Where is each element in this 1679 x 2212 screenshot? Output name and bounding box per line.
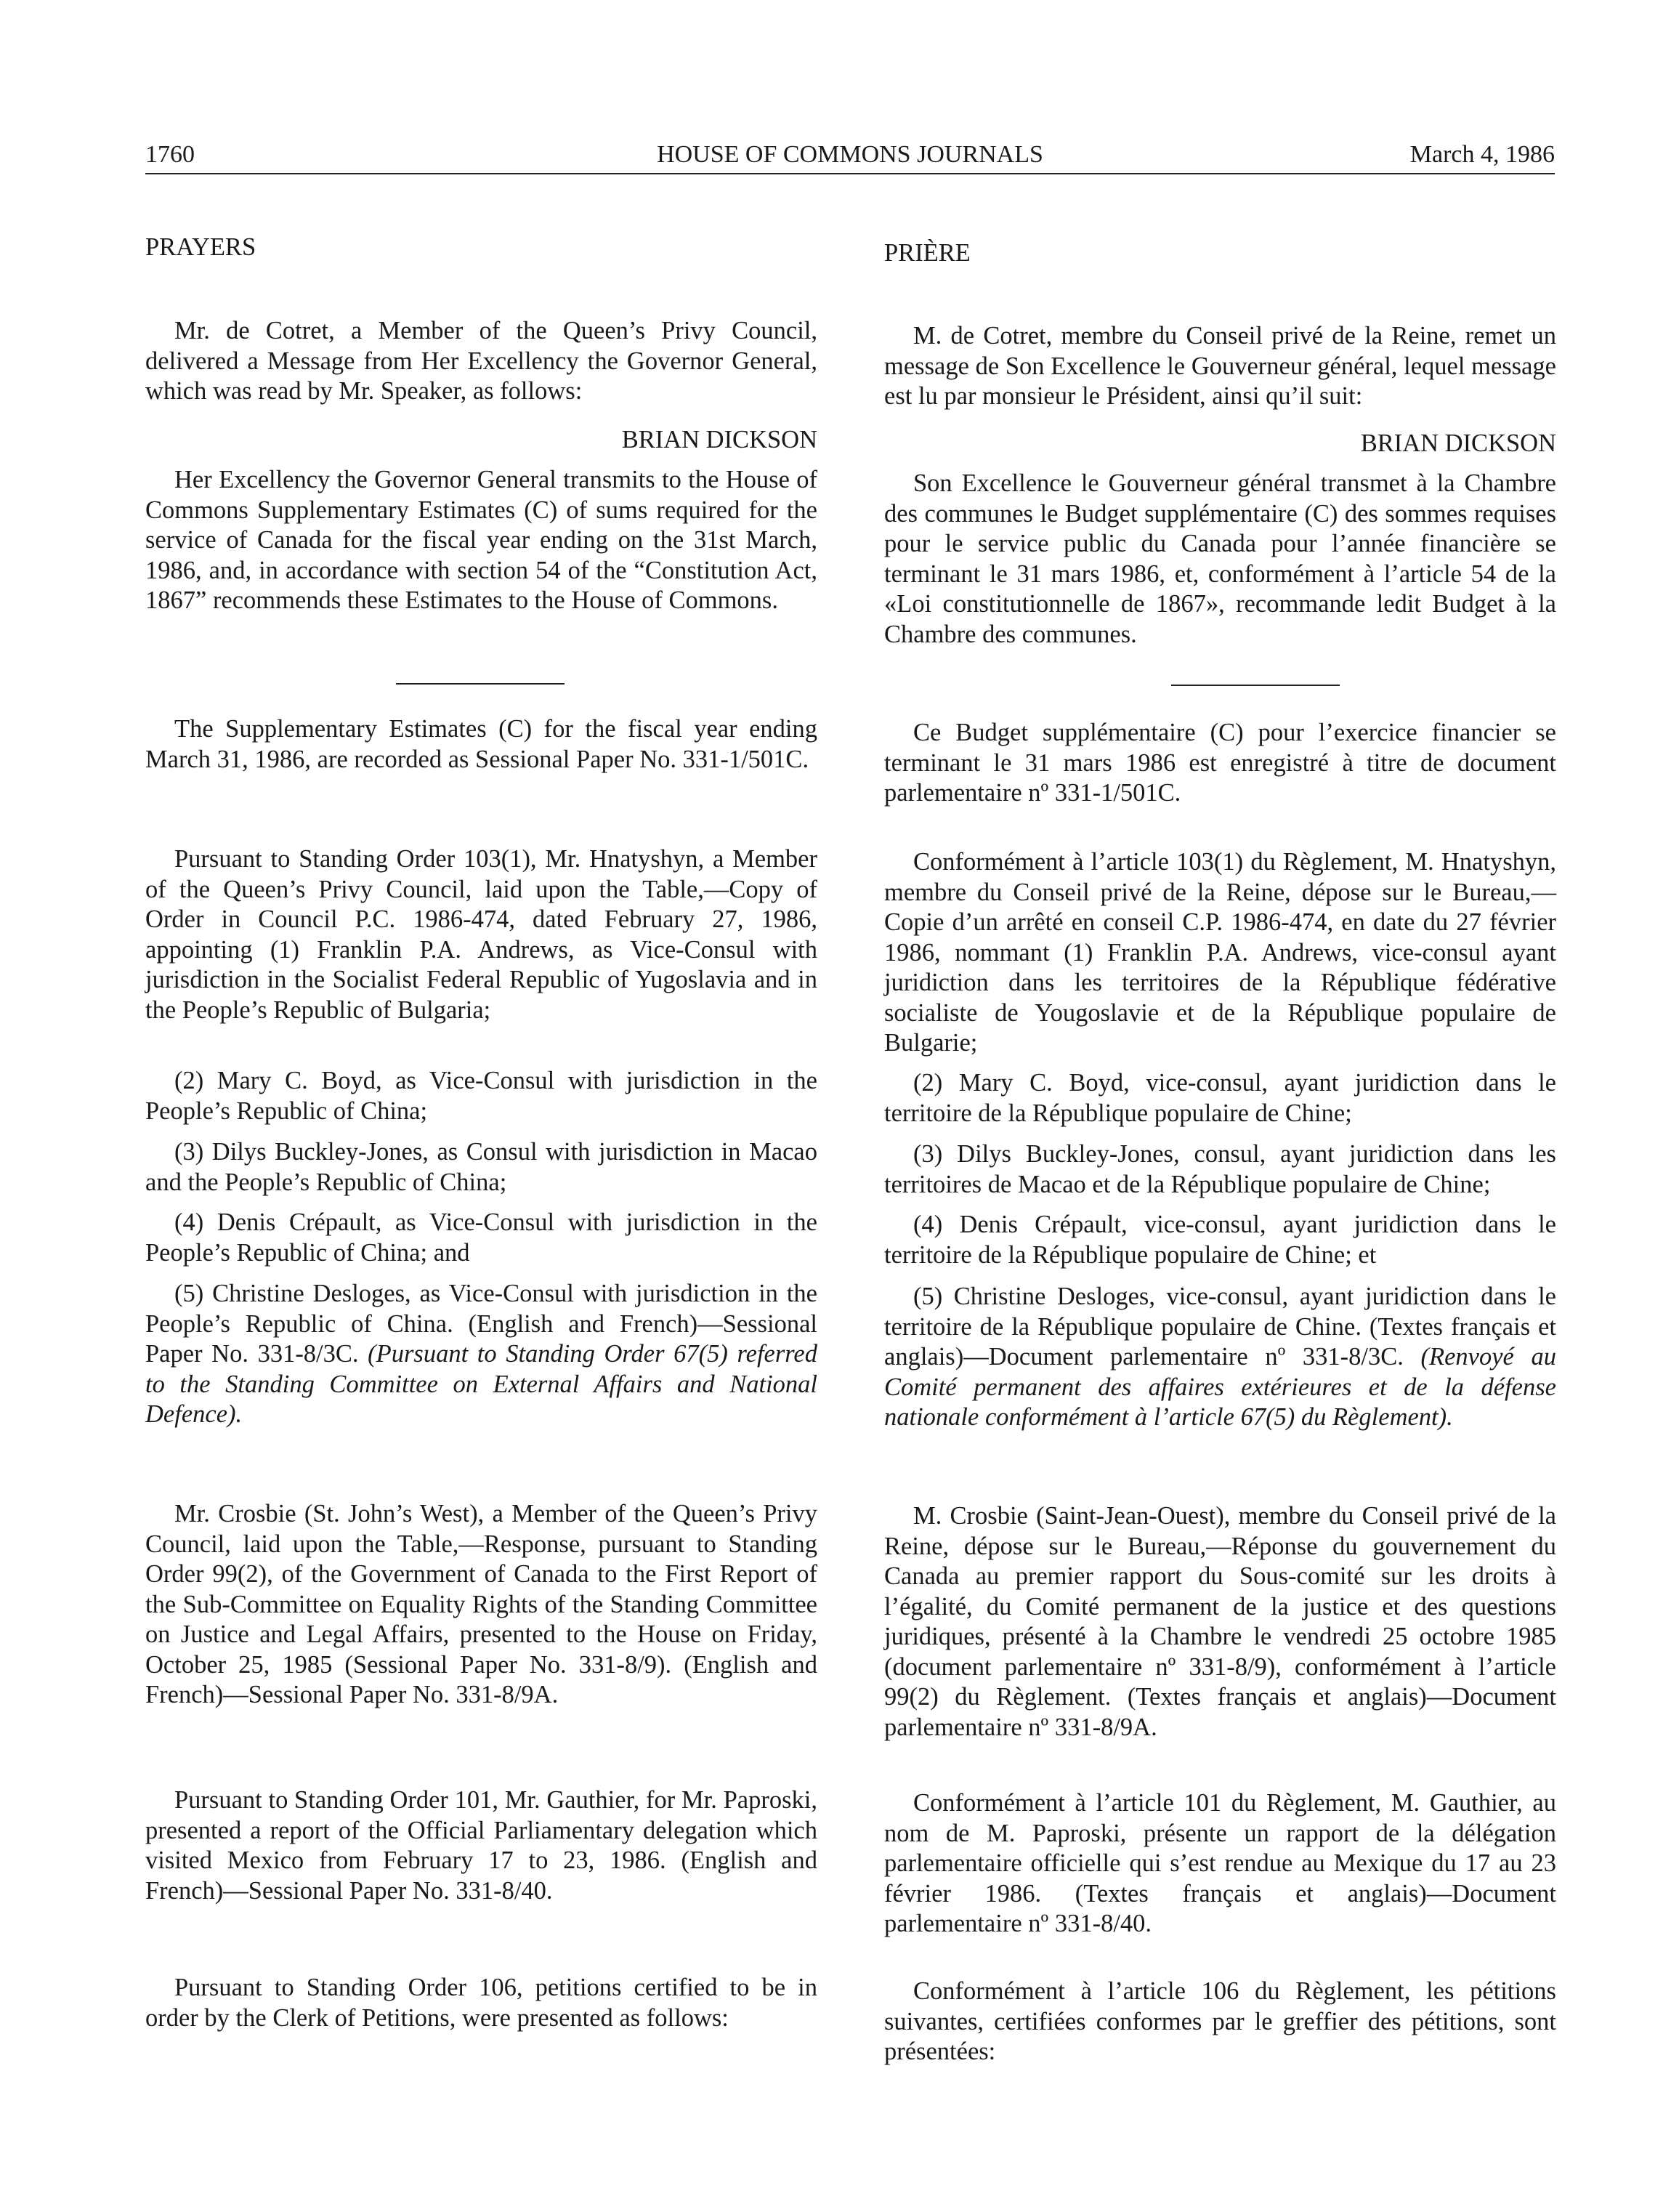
appointment-4-paragraph: (4) Denis Crépault, as Vice-Consul with jurisdiction in the People’s Republic of China; and bbox=[145, 1208, 817, 1267]
appointment-5-paragraph-fr bbox=[884, 1282, 1556, 1433]
appointment-5-text: (5) Christine Desloges, as Vice-Consul with jurisdiction in the People’s Republic of China. (English and French)—Sessional Paper No. 331-8/3C. bbox=[145, 1280, 817, 1368]
signature: BRIAN DICKSON bbox=[621, 426, 817, 453]
section-divider-fr bbox=[1171, 685, 1340, 686]
appointment-2-paragraph-fr: (2) Mary C. Boyd, vice-consul, ayant juridiction dans le territoire de la République populaire de Chine; bbox=[884, 1069, 1556, 1127]
sitting-date: March 4, 1986 bbox=[1409, 141, 1555, 168]
message-intro-paragraph: Mr. de Cotret, a Member of the Queen’s Privy Council, delivered a Message from Her Excellency the Governor General, which was read by Mr. Speaker, as follows: bbox=[145, 317, 817, 405]
appointment-5-referral: (Pursuant to Standing Order 67(5) referred to the Standing Committee on External Affairs and National Defence). bbox=[145, 1340, 817, 1428]
signature-fr: BRIAN DICKSON bbox=[1360, 429, 1556, 457]
journal-title: HOUSE OF COMMONS JOURNALS bbox=[657, 141, 1043, 168]
message-body-paragraph-fr: Son Excellence le Gouverneur général transmet à la Chambre des communes le Budget supplémentaire (C) des sommes requises pour le service public du Canada pour l’année financière se terminant le 31 mars 1986, et, conformément à l’article 54 de la «Loi constitutionnelle de 1867», recommande ledit Budget à la Chambre des communes. bbox=[884, 469, 1556, 648]
standing-order-103-paragraph: Pursuant to Standing Order 103(1), Mr. Hnatyshyn, a Member of the Queen’s Privy Council, laid upon the Table,—Copy of Order in Council P.C. 1986-474, dated February 27, 1986, appointing (1) Franklin P.A. Andrews, as Vice-Consul with jurisdiction in the Socialist Federal Republic of Yugoslavia and in the People’s Republic of Bulgaria; bbox=[145, 845, 817, 1024]
standing-order-103-paragraph-fr: Conformément à l’article 103(1) du Règlement, M. Hnatyshyn, membre du Conseil privé de la Reine, dépose sur le Bureau,—Copie d’un arrêté en conseil C.P. 1986-474, en date du 27 février 1986, nommant (1) Franklin P.A. Andrews, vice-consul ayant juridiction dans les territoires de la République fédérative socialiste de Yougoslavie et de la République populaire de Bulgarie; bbox=[884, 848, 1556, 1057]
english-column bbox=[145, 233, 817, 2158]
standing-order-101-paragraph: Pursuant to Standing Order 101, Mr. Gauthier, for Mr. Paproski, presented a report of the Official Parliamentary delegation which visited Mexico from February 17 to 23, 1986. (English and French)—Sessional Paper No. 331-8/40. bbox=[145, 1786, 817, 1905]
prayers-heading: PRAYERS bbox=[145, 233, 256, 261]
appointment-5-paragraph bbox=[145, 1279, 817, 1430]
estimates-recorded-paragraph: The Supplementary Estimates (C) for the fiscal year ending March 31, 1986, are recorded as Sessional Paper No. 331-1/501C. bbox=[145, 715, 817, 773]
appointment-2-paragraph: (2) Mary C. Boyd, as Vice-Consul with jurisdiction in the People’s Republic of China; bbox=[145, 1067, 817, 1125]
crosbie-response-paragraph: Mr. Crosbie (St. John’s West), a Member of the Queen’s Privy Council, laid upon the Table,—Response, pursuant to Standing Order 99(2), of the Government of Canada to the First Report of the Sub-Committee on Equality Rights of the Standing Committee on Justice and Legal Affairs, presented to the House on Friday, October 25, 1985 (Sessional Paper No. 331-8/9). (English and French)—Sessional Paper No. 331-8/9A. bbox=[145, 1500, 817, 1708]
crosbie-response-paragraph-fr: M. Crosbie (Saint-Jean-Ouest), membre du Conseil privé de la Reine, dépose sur le Bureau,—Réponse du gouvernement du Canada au premier rapport du Sous-comité sur les droits à l’égalité, du Comité permanent de la justice et des questions juridiques, présenté à la Chambre le vendredi 25 octobre 1985 (document parlementaire nº 331-8/9), conformément à l’article 99(2) du Règlement. (Textes français et anglais)—Document parlementaire nº 331-8/9A. bbox=[884, 1502, 1556, 1741]
appointment-4-paragraph-fr: (4) Denis Crépault, vice-consul, ayant juridiction dans le territoire de la République populaire de Chine; et bbox=[884, 1211, 1556, 1269]
standing-order-101-paragraph-fr: Conformément à l’article 101 du Règlement, M. Gauthier, au nom de M. Paproski, présente un rapport de la délégation parlementaire officielle qui s’est rendue au Mexique du 17 au 23 février 1986. (Textes français et anglais)—Document parlementaire nº 331-8/40. bbox=[884, 1789, 1556, 1937]
appointment-5-text-fr: (5) Christine Desloges, vice-consul, ayant juridiction dans le territoire de la République populaire de Chine. (Textes français et anglais)—Document parlementaire nº 331-8/3C. bbox=[884, 1283, 1556, 1371]
french-column bbox=[884, 233, 1556, 2158]
priere-heading: PRIÈRE bbox=[884, 239, 971, 267]
standing-order-106-paragraph-fr: Conformément à l’article 106 du Règlement, les pétitions suivantes, certifiées conformes par le greffier des pétitions, sont présentées: bbox=[884, 1977, 1556, 2065]
standing-order-106-paragraph: Pursuant to Standing Order 106, petitions certified to be in order by the Clerk of Petitions, were presented as follows: bbox=[145, 1974, 817, 2032]
running-header bbox=[145, 138, 1555, 174]
message-body-paragraph: Her Excellency the Governor General transmits to the House of Commons Supplementary Estimates (C) of sums required for the service of Canada for the fiscal year ending on the 31st March, 1986, and, in accordance with section 54 of the “Constitution Act, 1867” recommends these Estimates to the House of Commons. bbox=[145, 466, 817, 614]
message-intro-paragraph-fr: M. de Cotret, membre du Conseil privé de la Reine, remet un message de Son Excellence le Gouverneur général, lequel message est lu par monsieur le Président, ainsi qu’il suit: bbox=[884, 322, 1556, 410]
page-number: 1760 bbox=[145, 141, 195, 168]
estimates-recorded-paragraph-fr: Ce Budget supplémentaire (C) pour l’exercice financier se terminant le 31 mars 1986 est enregistré à titre de document parlementaire nº 331-1/501C. bbox=[884, 719, 1556, 807]
appointment-5-referral-fr: (Renvoyé au Comité permanent des affaires extérieures et de la défense nationale conformément à l’article 67(5) du Règlement). bbox=[884, 1343, 1556, 1431]
appointment-3-paragraph: (3) Dilys Buckley-Jones, as Consul with jurisdiction in Macao and the People’s Republic of China; bbox=[145, 1138, 817, 1196]
appointment-3-paragraph-fr: (3) Dilys Buckley-Jones, consul, ayant juridiction dans les territoires de Macao et de la République populaire de Chine; bbox=[884, 1140, 1556, 1198]
section-divider bbox=[396, 683, 565, 685]
